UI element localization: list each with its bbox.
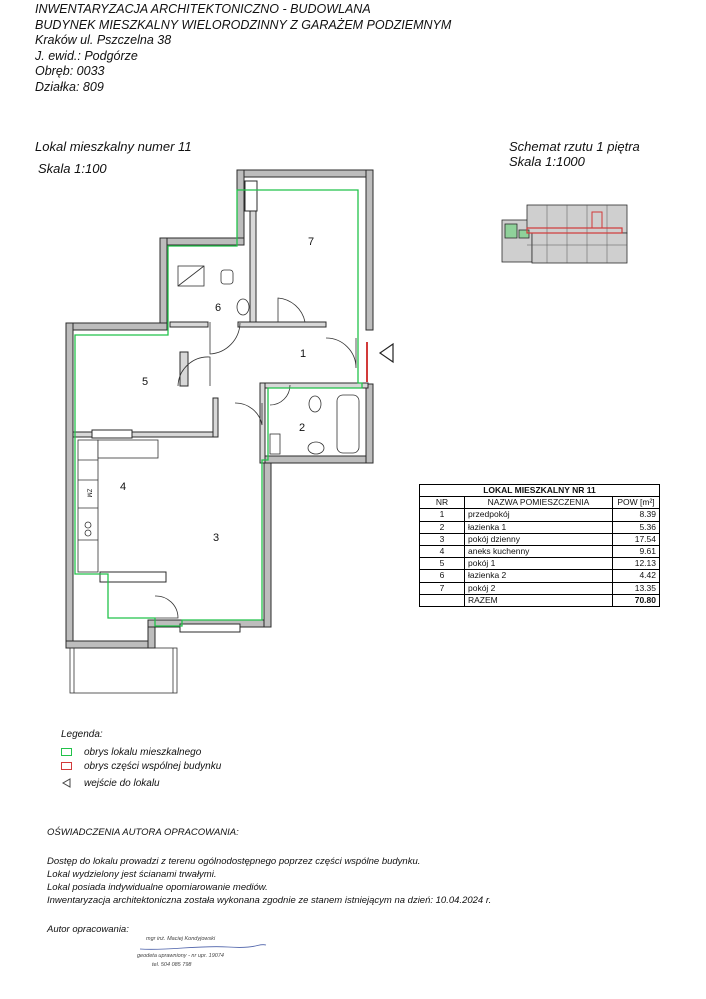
row-name: pokój 2: [465, 582, 613, 594]
row-nr: 5: [420, 558, 465, 570]
table-row: [420, 570, 660, 582]
row-name: łazienka 1: [465, 521, 613, 533]
schema-title: Schemat rzutu 1 piętra: [509, 139, 640, 154]
total-value: 70.80: [613, 594, 660, 606]
row-nr: 1: [420, 509, 465, 521]
stamp-tel: tel. 504 085 798: [152, 962, 192, 968]
legend-item-unit: [61, 745, 201, 759]
col-header-area: POW [m²]: [613, 497, 660, 509]
unit-scale: Skala 1:100: [38, 161, 107, 176]
row-nr: 4: [420, 545, 465, 557]
fridge-label: ZM: [85, 488, 92, 498]
legend-label: obrys lokalu mieszkalnego: [84, 746, 202, 758]
legend-item-common: [61, 759, 221, 773]
room-label-3: 3: [213, 532, 220, 544]
rooms-table: [419, 484, 660, 607]
table-row: [420, 521, 660, 533]
row-name: pokój 1: [465, 558, 613, 570]
declaration-line: Dostęp do lokalu prowadzi z terenu ogólnodostępnego poprzez części wspólne budynku.: [47, 856, 421, 867]
row-nr: 6: [420, 570, 465, 582]
balcony: [70, 648, 177, 693]
table-total-row: [420, 594, 660, 606]
entrance-marker: [380, 344, 393, 362]
legend-label: obrys części wspólnej budynku: [84, 760, 222, 772]
declarations-title: OŚWIADCZENIA AUTORA OPRACOWANIA:: [47, 827, 239, 838]
table-row: [420, 545, 660, 557]
plan-walls: [66, 170, 373, 648]
signature: [138, 939, 268, 953]
row-area: 4.42: [613, 570, 660, 582]
legend-title: Legenda:: [61, 729, 103, 740]
entrance-triangle-icon: [61, 778, 72, 788]
author-label: Autor opracowania:: [47, 924, 129, 935]
row-area: 17.54: [613, 533, 660, 545]
unit-title: Lokal mieszkalny numer 11: [35, 139, 192, 154]
header-title-line: INWENTARYZACJA ARCHITEKTONICZNO - BUDOWLANA: [35, 2, 371, 16]
col-header-nr: NR: [420, 497, 465, 509]
stamp-name: mgr inż. Maciej Kondyjowski: [146, 936, 216, 942]
room-label-1: 1: [300, 348, 307, 360]
row-area: 12.13: [613, 558, 660, 570]
col-header-name: NAZWA POMIESZCZENIA: [465, 497, 613, 509]
row-area: 8.39: [613, 509, 660, 521]
total-label: RAZEM: [465, 594, 613, 606]
schema-scale: Skala 1:1000: [509, 154, 585, 169]
header-address-line: Kraków ul. Pszczelna 38: [35, 33, 172, 47]
room-label-7: 7: [308, 236, 315, 248]
table-row: [420, 558, 660, 570]
stamp-role: geodeta uprawniony - nr upr. 19074: [137, 953, 224, 959]
table-title: LOKAL MIESZKALNY NR 11: [420, 485, 660, 497]
declaration-line: Lokal wydzielony jest ścianami trwałymi.: [47, 869, 217, 880]
declaration-line: Lokal posiada indywidualne opomiarowanie mediów.: [47, 882, 268, 893]
room-label-6: 6: [215, 302, 222, 314]
row-name: przedpokój: [465, 509, 613, 521]
header-unit-line: J. ewid.: Podgórze: [35, 48, 138, 63]
row-area: 5.36: [613, 521, 660, 533]
room-label-4: 4: [120, 481, 127, 493]
bathroom-2-fixtures: [178, 266, 249, 315]
green-swatch-icon: [61, 748, 72, 756]
bathroom-1-fixtures: [270, 395, 359, 454]
table-row: [420, 533, 660, 545]
table-row: [420, 509, 660, 521]
floor-schema-thumbnail: [497, 200, 637, 270]
row-name: aneks kuchenny: [465, 545, 613, 557]
row-area: 13.35: [613, 582, 660, 594]
kitchen-counter: [78, 440, 158, 572]
legend-item-entrance: [61, 776, 160, 790]
room-label-5: 5: [142, 376, 149, 388]
row-nr: 2: [420, 521, 465, 533]
row-name: pokój dzienny: [465, 533, 613, 545]
header-district-line: Obręb: 0033: [35, 64, 105, 78]
legend-label: wejście do lokalu: [84, 777, 160, 789]
row-area: 9.61: [613, 545, 660, 557]
header-parcel-line: Działka: 809: [35, 79, 104, 94]
room-label-2: 2: [299, 422, 306, 434]
red-swatch-icon: [61, 762, 72, 770]
declaration-line: Inwentaryzacja architektoniczna została wykonana zgodnie ze stanem istniejącym na dzień: 10.04.2024 r.: [47, 895, 492, 906]
row-nr: 3: [420, 533, 465, 545]
row-nr: 7: [420, 582, 465, 594]
table-row: [420, 582, 660, 594]
header-building-line: BUDYNEK MIESZKALNY WIELORODZINNY Z GARAŻEM PODZIEMNYM: [35, 17, 452, 32]
row-name: łazienka 2: [465, 570, 613, 582]
